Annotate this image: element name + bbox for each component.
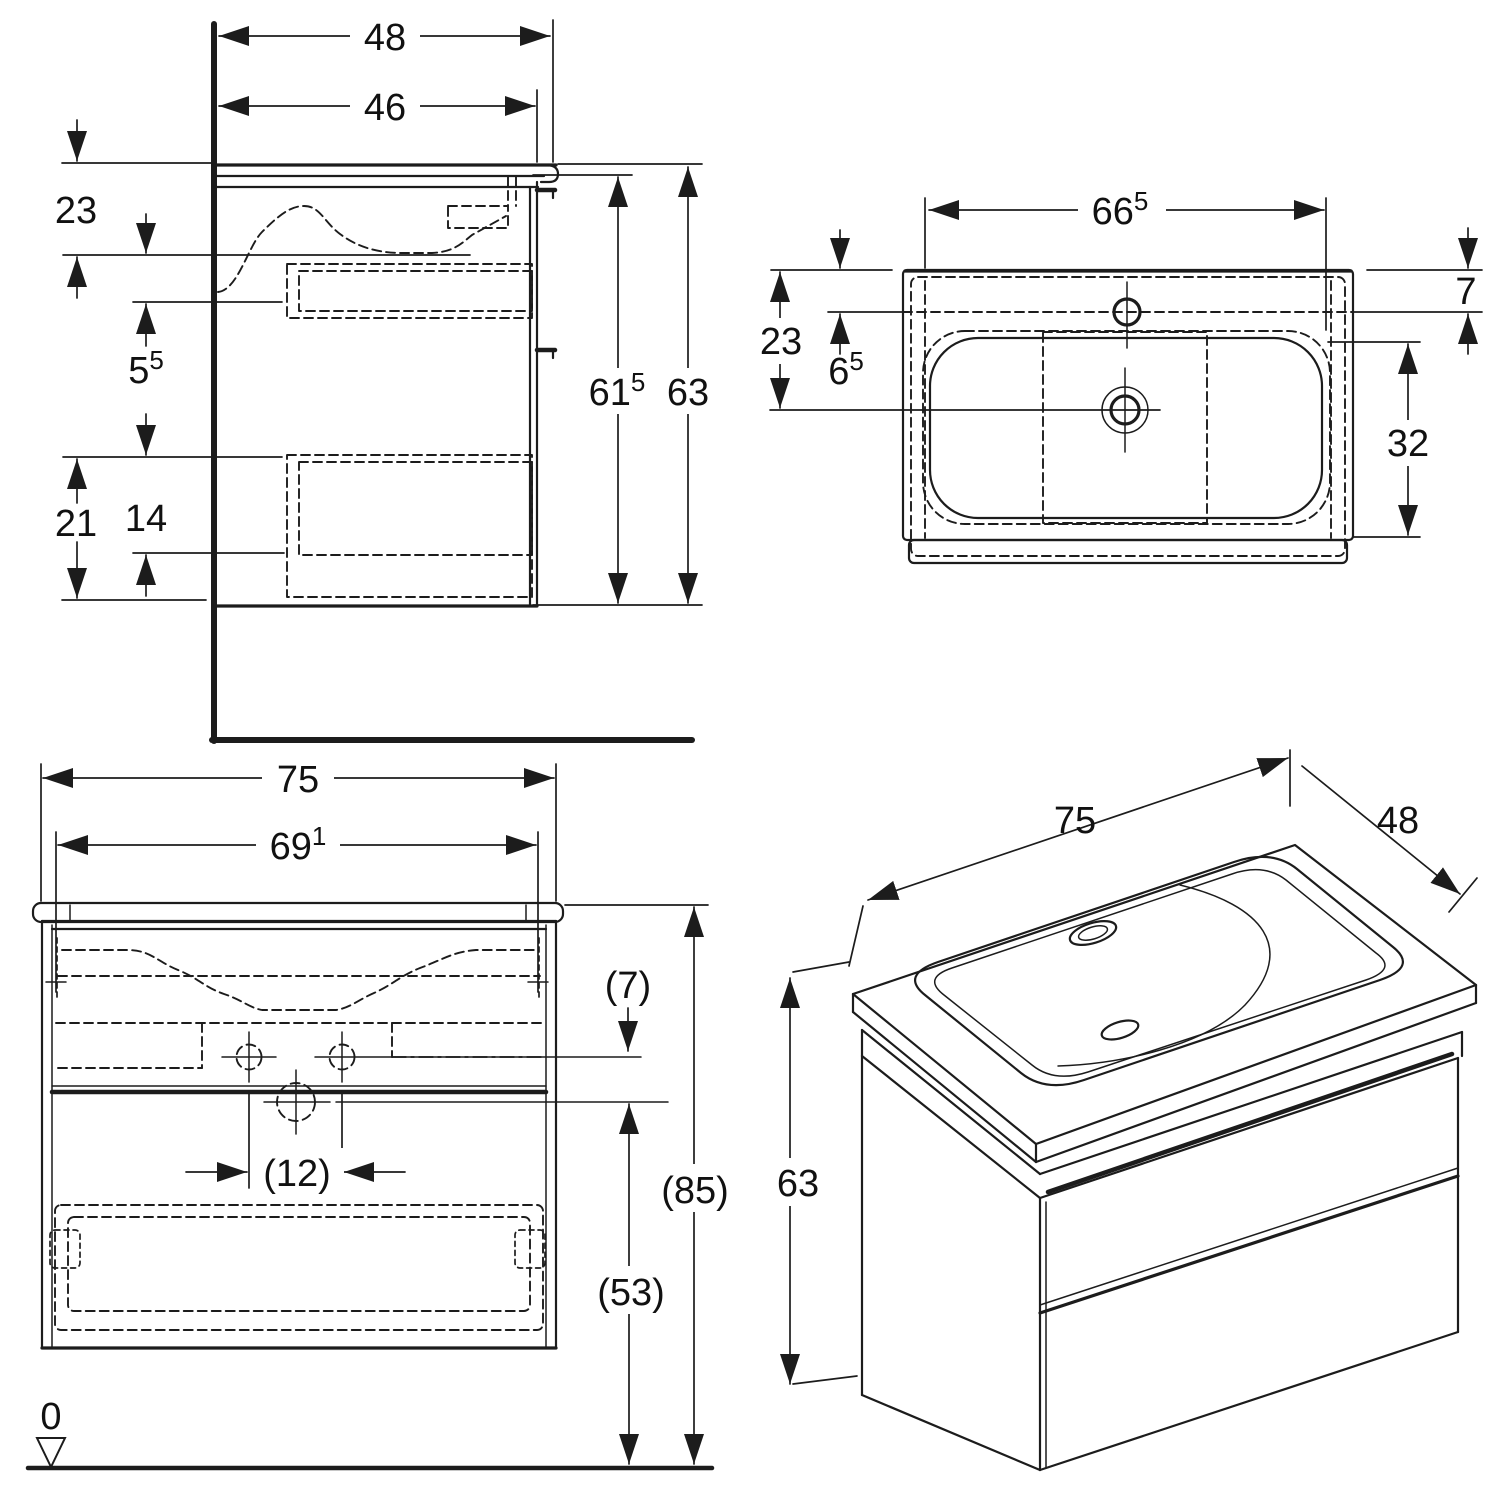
svg-text:55: $5^5$ [128,345,164,392]
svg-text:665: $66^5$ [1091,186,1149,233]
svg-text:48: 48 [1376,800,1420,842]
drawer1-groove [1048,1054,1452,1192]
side-countertop [214,165,558,187]
iso-countertop [853,845,1476,1162]
svg-text:(7): (7) [604,965,652,1007]
svg-text:7: 7 [1455,271,1477,313]
svg-text:46: 46 [363,87,407,129]
dim-front-mount-height [654,907,738,1464]
iso-drain-hole [1099,1017,1140,1043]
dim-front-mount-span [46,821,548,992]
plan-basin [923,331,1330,524]
side-drawers-hidden [287,264,532,597]
svg-text:63: 63 [666,372,710,414]
dim-side-basin-depth [55,120,97,298]
front-countertop [33,903,563,922]
svg-text:691: $69^1$ [269,821,327,868]
drawer-handle-top [537,190,555,198]
iso-cabinet [862,1030,1462,1470]
dim-plan-edge-to-drain [756,272,806,408]
dim-side-width-inner [219,84,537,162]
dim-side-total-height [662,167,714,603]
side-cabinet [214,182,555,606]
front-drain [264,1070,668,1134]
side-section-view [55,14,714,741]
top-plan-view [756,186,1482,563]
svg-text:(12): (12) [263,1153,331,1195]
dim-iso-width [849,750,1290,966]
datum-triangle-icon [37,1438,65,1467]
svg-text:14: 14 [124,498,168,540]
dim-side-cabinet-height [578,177,658,603]
dim-side-bottom-drawer-inner [125,414,167,596]
svg-text:23: 23 [759,321,803,363]
front-lower-hidden [50,1205,545,1330]
dim-iso-height [768,962,857,1384]
svg-text:0: 0 [40,1396,62,1438]
dim-plan-rim-to-tap [1455,228,1476,354]
svg-text:63: 63 [776,1163,820,1205]
isometric-view [768,750,1477,1470]
dim-side-bottom-drawer [55,459,97,598]
svg-text:75: 75 [1053,800,1097,842]
svg-text:(53): (53) [597,1272,665,1314]
svg-text:65: $6^5$ [828,346,864,393]
svg-text:23: 23 [54,190,98,232]
iso-drawer-divider [1040,1168,1458,1305]
svg-text:75: 75 [276,759,320,801]
front-tap-holes [222,1032,641,1082]
svg-text:48: 48 [363,17,407,59]
svg-text:21: 21 [54,503,98,545]
front-cabinet [42,921,556,1348]
dim-iso-depth [1302,766,1477,912]
svg-text:(85): (85) [661,1170,729,1212]
dim-side-top-drawer-gap [128,214,164,392]
datum-zero [37,1396,65,1467]
dim-plan-tap-span [925,186,1326,330]
drawer-handle-bottom [537,350,555,358]
front-hidden-lines [56,938,542,1068]
svg-text:32: 32 [1386,423,1430,465]
front-view [28,756,738,1468]
svg-text:615: $61^5$ [588,367,646,414]
dim-front-drain-height [590,1104,674,1464]
side-basin-hidden [218,177,516,292]
dim-front-top-offset [605,965,651,1051]
